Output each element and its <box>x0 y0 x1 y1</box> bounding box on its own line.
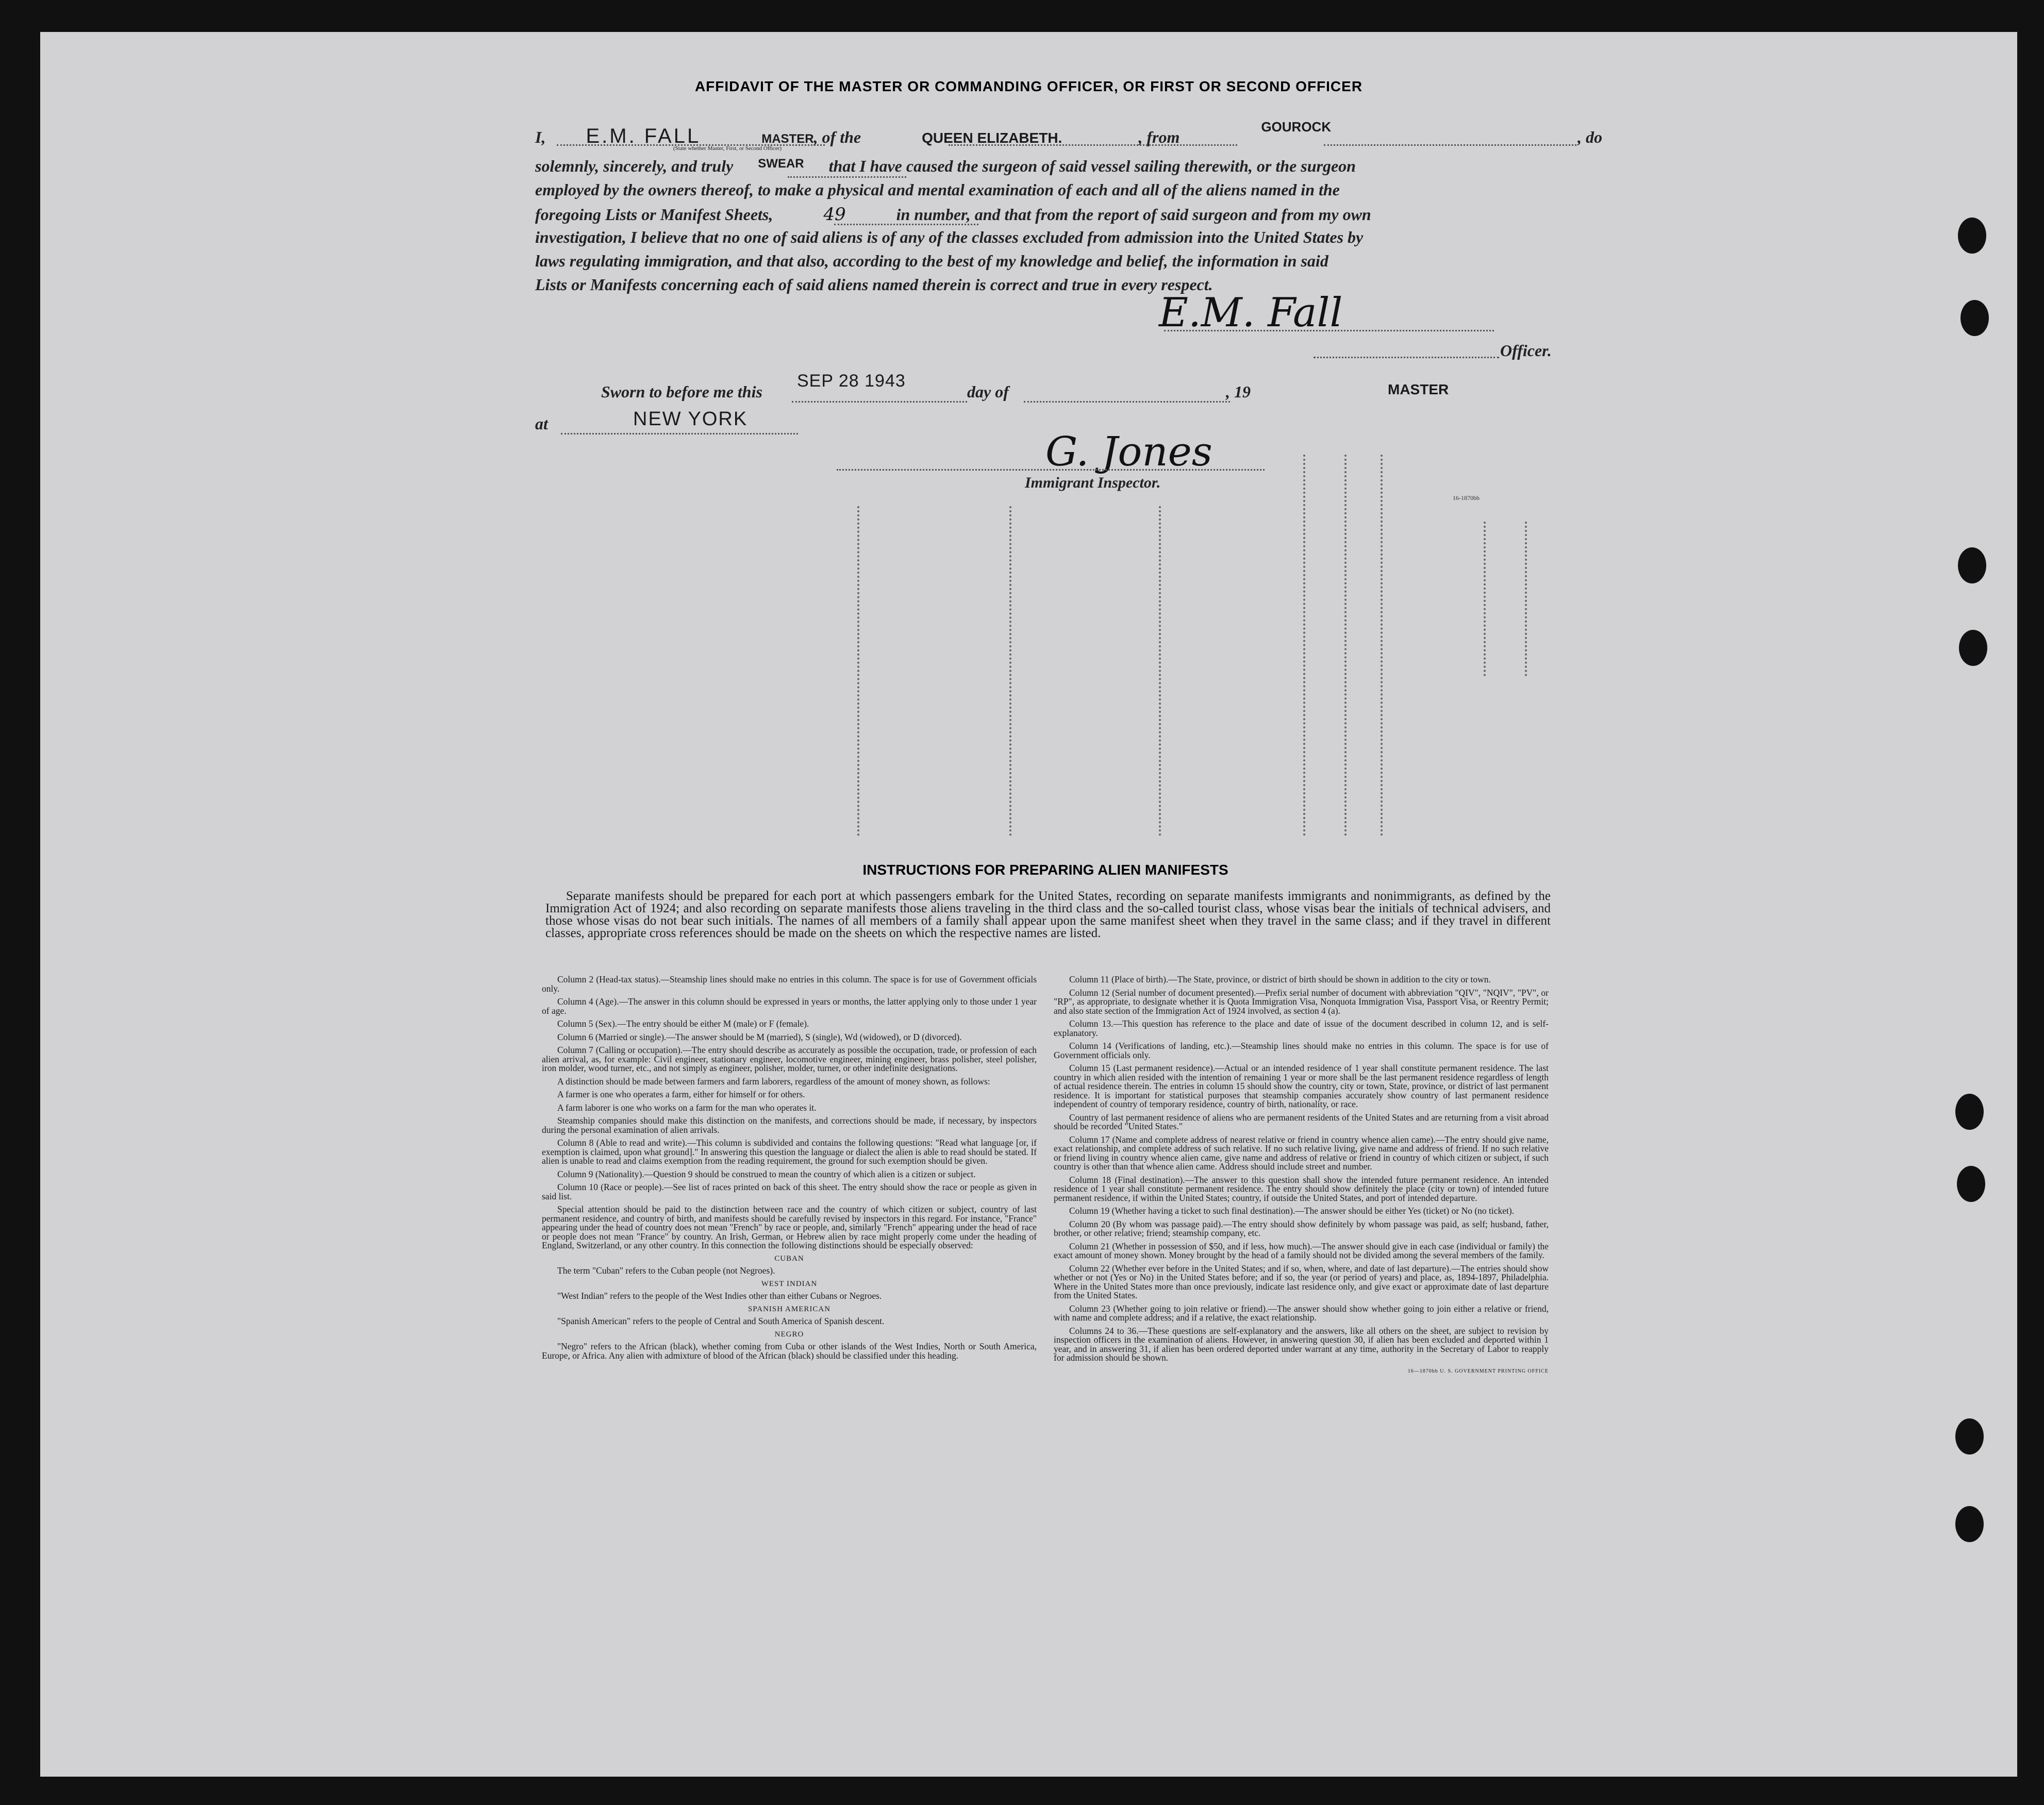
name-line <box>557 144 825 146</box>
instructions-right-column <box>1054 975 1549 1376</box>
binder-hole <box>1955 1094 1984 1130</box>
officer-line <box>1314 357 1499 358</box>
binder-hole <box>1960 300 1989 336</box>
binder-hole <box>1955 1418 1984 1455</box>
spanish-american-text: "Spanish American" refers to the people of Central and South America of Spanish descent. <box>557 1316 885 1326</box>
do-label: , do <box>1577 128 1603 146</box>
ship-name: QUEEN ELIZABETH. <box>922 130 1062 146</box>
faint-column-mark <box>1484 522 1486 676</box>
binder-hole <box>1957 1166 1985 1202</box>
affidavit-line-4 <box>535 204 1371 225</box>
faint-column-mark <box>857 506 859 836</box>
instruction-paragraph: A distinction should be made between farmers and farm laborers, regardless of the amount of money shown, as follows: <box>557 1076 990 1087</box>
binder-hole <box>1959 630 1987 666</box>
manifest-sheet <box>40 32 2017 1777</box>
signer-rank: MASTER <box>1388 381 1449 397</box>
instructions-left-column <box>542 975 1037 1364</box>
inspector-label: Immigrant Inspector. <box>1025 474 1161 491</box>
rank-note: (State whether Master, First, or Second Officer) <box>673 145 782 152</box>
faint-column-mark <box>1525 522 1527 676</box>
day-of-label: day of <box>967 382 1009 401</box>
form-number: 16-1870bb <box>1453 494 1480 502</box>
instruction-paragraph: Column 21 (Whether in possession of $50, and if less, how much).—The answer should give in each case (individual or family) the exact amount of money shown. Money brought by the head of a family should not be divided among the several members of the family. <box>1054 1241 1549 1260</box>
instruction-paragraph: Column 8 (Able to read and write).—This column is subdivided and contains the following questions: "Read what language [or, if exemption is claimed, upon what ground]." In answering this question the language or dialect the alien is able to read should be stated. If alien is unable to read and claims exemption from the reading requirement, the ground for such exemption should be given. <box>542 1138 1037 1166</box>
binder-hole <box>1958 547 1986 583</box>
faint-column-mark <box>1303 455 1305 836</box>
affidavit-line-5: investigation, I believe that no one of said aliens is of any of the classes excluded from admission into the United States by <box>535 228 1364 246</box>
footer-imprint: 16—1870bb U. S. GOVERNMENT PRINTING OFFICE <box>1407 1368 1549 1374</box>
line-2a: solemnly, sincerely, and truly <box>535 157 734 175</box>
instruction-paragraph: Column 23 (Whether going to join relative or friend).—The answer should show whether going to join either a relative or friend, with name and complete address; and if a relative, the exact relationship. <box>1054 1303 1549 1323</box>
west-indian-heading: WEST INDIAN <box>761 1279 818 1288</box>
instruction-paragraph: Column 17 (Name and complete address of nearest relative or friend in country whence alien came).—The entry should give name, exact relationship, and complete address of such relative. If no such relative living, give name and address of friend. If no such relative or friend living in country whence alien came, give name and address of relative or friend in country of which citizen or subject, if such country is other than that whence alien came. Address should include street and number. <box>1054 1134 1549 1172</box>
binder-hole <box>1955 1506 1984 1542</box>
ship-line <box>949 144 1237 146</box>
oath-line <box>788 176 906 178</box>
instruction-paragraph: Column 15 (Last permanent residence).—Actual or an intended residence of 1 year shall constitute permanent residence. The last country in which alien resided with the intention of remaining 1 year or more shall be the last permanent residence regardless of length of actual residence therein. The entries in column 15 should show the country, city or town, State, province, or district of last permanent residence. It is important for statistical purposes that steamship companies accurately show country of last permanent residence independent of country of temporary residence, country of birth, nationality, or race. <box>1054 1063 1549 1109</box>
spanish-american-heading: SPANISH AMERICAN <box>747 1305 831 1313</box>
instruction-paragraph: Country of last permanent residence of aliens who are permanent residents of the United States and are returning from a visit abroad should be recorded "United States." <box>1054 1112 1549 1131</box>
instruction-paragraph: Column 10 (Race or people).—See list of races printed on back of this sheet. The entry should show the race or people as given in said list. <box>542 1182 1037 1201</box>
date-line <box>792 401 967 403</box>
inspector-signature: G. Jones <box>1045 429 1212 475</box>
instruction-paragraph: Column 19 (Whether having a ticket to such final destination).—The answer should be either Yes (ticket) or No (no ticket). <box>1069 1206 1515 1216</box>
negro-text: "Negro" refers to the African (black), whether coming from Cuba or other islands of the West Indies, North or South America, Europe, or Africa. Any alien with admixture of blood of the African (black) should be classified under this heading. <box>542 1341 1037 1361</box>
faint-column-mark <box>1009 506 1011 836</box>
inspector-line <box>837 469 1265 471</box>
affidavit-title: AFFIDAVIT OF THE MASTER OR COMMANDING OFFICER, OR FIRST OR SECOND OFFICER <box>694 78 1363 94</box>
sworn-label: Sworn to before me this <box>601 382 762 401</box>
faint-column-mark <box>1381 455 1383 836</box>
binder-hole <box>1958 218 1986 254</box>
from-port: GOUROCK <box>1261 119 1332 135</box>
from-label: , from <box>1138 128 1180 146</box>
west-indian-text: "West Indian" refers to the people of the West Indies other than either Cubans or Negroes. <box>557 1291 882 1301</box>
officer-label: Officer. <box>1500 341 1552 360</box>
instruction-paragraph: Column 7 (Calling or occupation).—The entry should describe as accurately as possible the occupation, trade, or profession of each alien arrival, as, for example: Civil engineer, stationary engineer, locomotive engineer, mining engineer, brass polisher, steel polisher, iron molder, wood turner, etc., and not simply as engineer, polisher, molder, turner, or other indefinite designations. <box>542 1045 1037 1073</box>
instruction-paragraph: Column 9 (Nationality).—Question 9 should be construed to mean the country of which alien is a citizen or subject. <box>557 1168 976 1179</box>
instruction-paragraph: Column 6 (Married or single).—The answer should be M (married), S (single), Wd (widowed), or D (divorced). <box>557 1031 962 1042</box>
affidavit-line-7: Lists or Manifests concerning each of said aliens named therein is correct and true in every respect. <box>535 275 1213 294</box>
instruction-paragraph: Column 2 (Head-tax status).—Steamship lines should make no entries in this column. The space is for use of Government officials only. <box>542 974 1037 994</box>
line-4b: in number, and that from the report of said surgeon and from my own <box>896 205 1371 224</box>
officer-name: E.M. FALL <box>586 125 701 147</box>
instruction-paragraph: Column 20 (By whom was passage paid).—The entry should show definitely by whom passage was paid, as self; husband, father, brother, or other relative; friend; steamship company, etc. <box>1054 1218 1549 1238</box>
instructions-intro: Separate manifests should be prepared for each port at which passengers embark for the United States, recording on separate manifests immigrants and nonimmigrants, as defined by the Immigration Act of 1924; and also recording on separate manifests those aliens traveling in the third class and the so-called tourist class, whose visas bear the initials of technical advisers, and those whose visas do not bear such initials. The names of all members of a family shall appear upon the same manifest sheet when they travel in the same class; and if they travel in different classes, appropriate cross references should be made on the sheets on which the respective names are listed. <box>545 889 1551 940</box>
instructions-title: INSTRUCTIONS FOR PREPARING ALIEN MANIFESTS <box>862 862 1228 878</box>
instruction-paragraph: Column 14 (Verifications of landing, etc.).—Steamship lines should make no entries in this column. The space is for use of Government officials only. <box>1054 1041 1549 1060</box>
instruction-paragraph: Column 13.—This question has reference to the place and date of issue of the document described in column 12, and is self-explanatory. <box>1054 1018 1549 1038</box>
faint-column-mark <box>1159 506 1161 836</box>
cuban-heading: CUBAN <box>774 1254 804 1263</box>
instruction-paragraph: Steamship companies should make this distinction on the manifests, and corrections should be made, if necessary, by inspectors during the personal examination of alien arrivals. <box>542 1115 1037 1135</box>
negro-heading: NEGRO <box>774 1330 804 1339</box>
officer-rank: MASTER <box>761 132 814 146</box>
instruction-paragraph: Column 11 (Place of birth).—The State, province, or district of birth should be shown in addition to the city or town. <box>1069 974 1491 984</box>
of-the-label: , of the <box>813 128 861 146</box>
instruction-paragraph: Column 18 (Final destination).—The answer to this question shall show the intended future permanent residence. An intended residence of 1 year shall constitute permanent residence. The entry should show definitely the place (city or town) of intended future permanent residence, if within the United States; country, if outside the United States, and port of intended departure. <box>1054 1174 1549 1203</box>
instruction-paragraph: Column 22 (Whether ever before in the United States; and if so, when, where, and date of last departure).—The entries should show whether or not (Yes or No) in the United States before; and if so, the year (or period of years) and place, as, 1894-1897, Philadelphia. Where in the United States more than once previously, indicate last residence only, and give exact or approximate date of last departure from the United States. <box>1054 1263 1549 1300</box>
cuban-text: The term "Cuban" refers to the Cuban people (not Negroes). <box>557 1265 775 1276</box>
officer-signature: E.M. Fall <box>1159 290 1343 336</box>
year-label: , 19 <box>1226 382 1251 401</box>
instruction-paragraph: Columns 24 to 36.—These questions are self-explanatory and the answers, like all others on the sheet, are subject to revision by inspection officers in the examination of aliens. However, in answering question 30, if alien has been excluded and deported within 1 year, and in answering 31, if alien has been ordered deported under warrant at any time, authority in the Secretary of Labor to reapply for admission should be shown. <box>1054 1325 1549 1363</box>
signature-line <box>1164 330 1494 331</box>
affidavit-line-2 <box>535 157 1356 176</box>
port-line <box>1324 144 1576 146</box>
count-line <box>834 224 978 225</box>
instruction-paragraph: Column 4 (Age).—The answer in this column should be expressed in years or months, the latter applying only to those under 1 year of age. <box>542 996 1037 1016</box>
oath-word: SWEAR <box>758 157 804 171</box>
month-line <box>1024 401 1230 403</box>
instruction-paragraph: Column 5 (Sex).—The entry should be either M (male) or F (female). <box>557 1018 809 1029</box>
affidavit-line-6: laws regulating immigration, and that also, according to the best of my knowledge and belief, the information in said <box>535 252 1328 270</box>
faint-column-mark <box>1344 455 1347 836</box>
sworn-place: NEW YORK <box>633 408 748 430</box>
instruction-paragraph: A farmer is one who operates a farm, either for himself or for others. <box>557 1089 805 1099</box>
i-label: I, <box>535 128 546 146</box>
sworn-date: SEP 28 1943 <box>797 371 906 391</box>
instruction-paragraph: Special attention should be paid to the distinction between race and the country of which citizen or subject, country of last permanent residence, and country of birth, and manifests should be carefully revised by inspectors in this regard. For instance, "France" appearing under the head of country does not mean "French" by race or people, and, similarly "French" appearing under the head of race or people does not mean "France" by country. An Irish, German, or Hebrew alien by race might properly come under the heading of England, Switzerland, or any other country. In this connection the following distinctions should be especially observed: <box>542 1204 1037 1250</box>
affidavit-line-3: employed by the owners thereof, to make a physical and mental examination of each and all of the aliens named in the <box>535 180 1340 199</box>
instruction-paragraph: Column 12 (Serial number of document presented).—Prefix serial number of document with abbreviation "QIV", "NQIV", "PV", or "RP", as appropriate, to designate whether it is Quota Immigration Visa, Nonquota Immigration Visa, Passport Visa, or Reentry Permit; and also state section of the Immigration Act of 1924 involved, as section 4 (a). <box>1054 987 1549 1016</box>
line-2b: that I have caused the surgeon of said vessel sailing therewith, or the surgeon <box>828 157 1356 175</box>
place-line <box>561 433 798 434</box>
sheet-count: 49 <box>823 204 846 225</box>
line-4a: foregoing Lists or Manifest Sheets, <box>535 205 773 224</box>
instruction-paragraph: A farm laborer is one who works on a farm for the man who operates it. <box>557 1102 817 1113</box>
at-label: at <box>535 414 548 433</box>
